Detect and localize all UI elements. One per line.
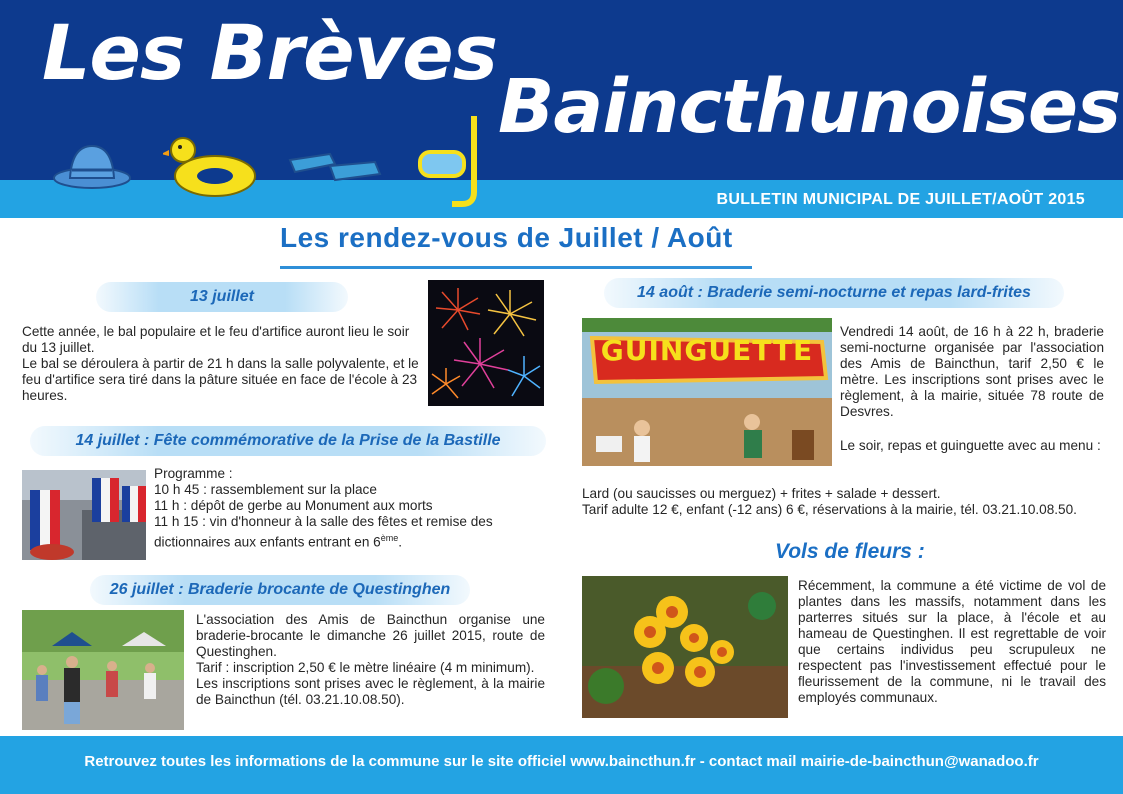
program-item-2: 11 h : dépôt de gerbe au Monument aux morts	[154, 498, 433, 513]
snorkel-mask-icon	[412, 112, 492, 212]
program-item-3-continued	[154, 530, 546, 551]
bulletin-subtitle: BULLETIN MUNICIPAL DE JUILLET/AOÛT 2015	[716, 191, 1085, 208]
vols-heading: Vols de fleurs :	[775, 540, 925, 563]
title-line-2: Bainсthunoises	[498, 64, 1121, 150]
footer-text: Retrouvez toutes les informations de la commune sur le site officiel www.baincthun.fr - contact mail mairie-de-baincthun@wanadoo.fr	[84, 753, 1039, 770]
event-text-14-juillet	[154, 466, 546, 551]
flea-market-photo	[22, 610, 184, 730]
fireworks-photo	[428, 280, 544, 406]
event-text-26-juillet: L'association des Amis de Baincthun organise une braderie-brocante le dimanche 26 juillet 2015, route de Questinghen. Tarif : inscription 2,50 € le mètre linéaire (4 m minimum). Les inscriptions sont prises avec le règlement, à la mairie de Baincthun (tél. 03.21.10.08.50).	[196, 612, 545, 707]
event-title-14-aout: 14 août : Braderie semi-nocturne et repas lard-frites	[604, 278, 1064, 308]
flowers-photo	[582, 576, 788, 718]
duck-float-icon	[163, 130, 261, 200]
event-text-13-juillet: Cette année, le bal populaire et le feu d'artifice auront lieu le soir du 13 juillet. Le bal se déroulera à partir de 21 h dans la salle polyvalente, et le feu d'artifice sera tiré dans la pâture située en face de l'école à 23 heures.	[22, 324, 419, 403]
guinguette-sign-text: GUINGUETTE	[600, 334, 814, 367]
event-text-14-aout: Vendredi 14 août, de 16 h à 22 h, braderie semi-nocturne organisée par l'association des Amis de Baincthun, tarif 2,50 € le mètre. Les inscriptions sont prises avec le règlement, à la mairie, située 78 route de Desvres.	[840, 324, 1104, 419]
program-item-3-sup: ème	[380, 533, 399, 543]
program-item-3-text: dictionnaires aux enfants entrant en 6	[154, 534, 381, 550]
program-item-3: 11 h 15 : vin d'honneur à la salle des fêtes et remise des	[154, 514, 493, 529]
heading-underline	[280, 266, 752, 269]
vols-text: Récemment, la commune a été victime de vol de plantes dans les massifs, notamment dans les parterres situés sur la place, à l'école et au hameau de Questinghen. Il est regrettable de voir que certains individus peu scrupuleux ne respectent pas l'investissement effectué pour le fleurissement de la commune, ni le travail des employés communaux.	[798, 578, 1106, 705]
program-item-1: 10 h 45 : rassemblement sur la place	[154, 482, 377, 497]
title-line-1: Les Brèves	[42, 8, 497, 97]
flags-photo	[22, 470, 146, 560]
program-label: Programme :	[154, 466, 233, 481]
event-menu-14-aout: Lard (ou saucisses ou merguez) + frites + salade + dessert.	[582, 486, 941, 501]
section-heading: Les rendez-vous de Juillet / Août	[280, 222, 733, 253]
flippers-icon	[285, 150, 385, 190]
program-item-3-end: .	[398, 534, 403, 550]
event-title-26-juillet: 26 juillet : Braderie brocante de Questinghen	[90, 575, 470, 605]
event-text-14-aout-evening: Le soir, repas et guinguette avec au menu :	[840, 438, 1101, 453]
hat-icon	[52, 140, 132, 192]
event-tarif-14-aout: Tarif adulte 12 €, enfant (-12 ans) 6 €, réservations à la mairie, tél. 03.21.10.08.50.	[582, 502, 1077, 517]
event-title-14-juillet: 14 juillet : Fête commémorative de la Prise de la Bastille	[30, 426, 546, 456]
event-title-13-juillet: 13 juillet	[96, 282, 348, 312]
